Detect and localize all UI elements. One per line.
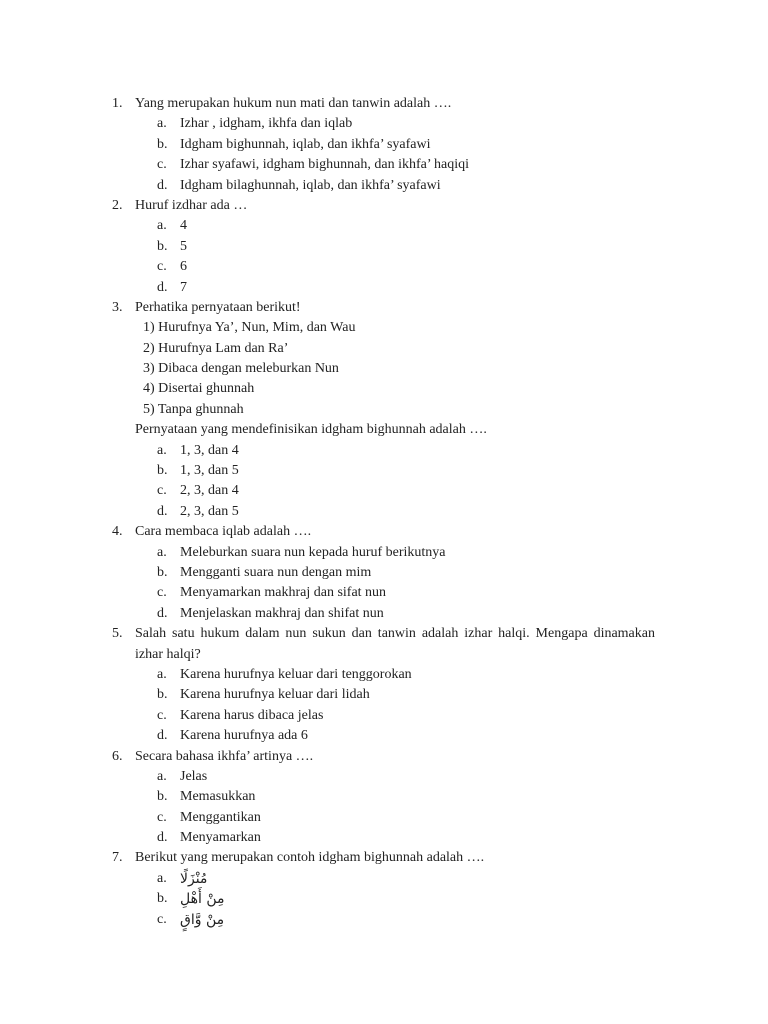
question-text: Huruf izdhar ada … (135, 197, 248, 213)
option-label: d. (157, 728, 168, 744)
option-text: Menyamarkan (180, 830, 261, 846)
option-label: c. (157, 157, 167, 173)
option-a (0, 665, 768, 685)
option-label: c. (157, 585, 167, 601)
option-label: b. (157, 891, 168, 907)
option-text: 7 (180, 279, 187, 295)
option-label: d. (157, 177, 168, 193)
option-label: c. (157, 911, 167, 927)
question-line (0, 747, 768, 767)
question-6 (0, 747, 768, 849)
option-label: a. (157, 442, 167, 458)
option-label: d. (157, 605, 168, 621)
question-text: Berikut yang merupakan contoh idgham bighunnah adalah …. (135, 850, 485, 866)
option-text: Izhar syafawi, idgham bighunnah, dan ikhfa’ haqiqi (180, 157, 469, 173)
option-label: a. (157, 544, 167, 560)
option-text: Karena hurufnya keluar dari lidah (180, 687, 370, 703)
option-a (0, 767, 768, 787)
option-a (0, 114, 768, 134)
option-text: 6 (180, 259, 187, 275)
question-text: Salah satu hukum dalam nun sukun dan tanwin adalah izhar halqi. Mengapa dinamakan izhar halqi? (135, 626, 655, 662)
option-label: d. (157, 503, 168, 519)
option-text: 2, 3, dan 4 (180, 483, 239, 499)
statement-3 (0, 359, 768, 379)
question-number: 1. (112, 96, 123, 111)
option-text: 1, 3, dan 5 (180, 463, 239, 479)
statement-1 (0, 318, 768, 338)
option-d (0, 604, 768, 624)
option-label: c. (157, 809, 167, 825)
question-number: 2. (112, 197, 123, 213)
question-line (0, 94, 768, 114)
question-2 (0, 196, 768, 298)
option-c (0, 583, 768, 603)
option-label: a. (157, 768, 167, 784)
question-number: 7. (112, 850, 123, 866)
option-label: c. (157, 483, 167, 499)
question-line (0, 522, 768, 542)
question-1 (0, 94, 768, 196)
option-label: c. (157, 259, 167, 275)
statement-text: 5) Tanpa ghunnah (143, 401, 244, 417)
statement-text: 4) Disertai ghunnah (143, 381, 255, 397)
statement-5 (0, 400, 768, 420)
option-b (0, 685, 768, 705)
statement-text: 1) Hurufnya Ya’, Nun, Mim, dan Wau (143, 320, 356, 336)
option-b (0, 563, 768, 583)
option-label: b. (157, 789, 168, 805)
question-line (112, 624, 655, 665)
option-text-arabic: مُنْزَلًا (180, 870, 208, 887)
option-text-arabic: مِنْ وَّاقٍ (180, 911, 225, 928)
option-label: b. (157, 463, 168, 479)
question-sheet (0, 94, 768, 930)
option-b (0, 787, 768, 807)
question-text: Yang merupakan hukum nun mati dan tanwin adalah …. (135, 96, 452, 111)
option-label: a. (157, 870, 167, 886)
option-text: Karena hurufnya ada 6 (180, 728, 308, 744)
option-d (0, 502, 768, 522)
option-text: Memasukkan (180, 789, 256, 805)
statement-2 (0, 339, 768, 359)
option-b (0, 889, 768, 909)
option-text: Idgham bilaghunnah, iqlab, dan ikhfa’ syafawi (180, 177, 441, 193)
option-a (0, 441, 768, 461)
question-number: 3. (112, 299, 123, 315)
option-label: b. (157, 564, 168, 580)
option-text: Meleburkan suara nun kepada huruf berikutnya (180, 544, 446, 560)
option-label: a. (157, 666, 167, 682)
option-c (0, 910, 768, 930)
prompt-text: Pernyataan yang mendefinisikan idgham bighunnah adalah …. (135, 422, 487, 438)
option-b (0, 461, 768, 481)
option-c (0, 808, 768, 828)
option-c (0, 155, 768, 175)
option-text: Menyamarkan makhraj dan sifat nun (180, 585, 387, 601)
option-text: 1, 3, dan 4 (180, 442, 239, 458)
option-label: c. (157, 707, 167, 723)
option-text: Mengganti suara nun dengan mim (180, 564, 372, 580)
question-text: Perhatika pernyataan berikut! (135, 299, 301, 315)
option-d (0, 726, 768, 746)
option-text: Menggantikan (180, 809, 261, 825)
option-text: Jelas (180, 768, 208, 784)
option-d (0, 176, 768, 196)
option-d (0, 828, 768, 848)
option-text: 4 (180, 218, 187, 234)
option-b (0, 237, 768, 257)
question-number: 4. (112, 524, 123, 540)
statement-4 (0, 379, 768, 399)
question-text: Secara bahasa ikhfa’ artinya …. (135, 748, 314, 764)
option-label: a. (157, 218, 167, 234)
option-text: 5 (180, 238, 187, 254)
question-7 (0, 848, 768, 930)
question-prompt (0, 420, 768, 440)
question-line (0, 196, 768, 216)
option-text: Karena hurufnya keluar dari tenggorokan (180, 666, 412, 682)
option-c (0, 481, 768, 501)
option-label: d. (157, 830, 168, 846)
option-a (0, 216, 768, 236)
option-text: Idgham bighunnah, iqlab, dan ikhfa’ syafawi (180, 136, 431, 152)
option-d (0, 278, 768, 298)
option-label: b. (157, 136, 168, 152)
option-a (0, 869, 768, 889)
option-b (0, 135, 768, 155)
question-number: 5. (112, 626, 123, 642)
option-label: b. (157, 238, 168, 254)
question-4 (0, 522, 768, 624)
question-line (0, 298, 768, 318)
option-c (0, 706, 768, 726)
option-label: d. (157, 279, 168, 295)
question-number: 6. (112, 748, 123, 764)
option-label: b. (157, 687, 168, 703)
option-text: Karena harus dibaca jelas (180, 707, 324, 723)
option-a (0, 543, 768, 563)
question-3 (0, 298, 768, 522)
question-text: Cara membaca iqlab adalah …. (135, 524, 312, 540)
option-text: Menjelaskan makhraj dan shifat nun (180, 605, 384, 621)
question-5 (0, 624, 768, 746)
option-c (0, 257, 768, 277)
option-text: Izhar , idgham, ikhfa dan iqlab (180, 116, 353, 132)
option-text-arabic: مِنْ أَهْلِ (180, 891, 225, 908)
statement-text: 3) Dibaca dengan meleburkan Nun (143, 361, 339, 377)
option-text: 2, 3, dan 5 (180, 503, 239, 519)
option-label: a. (157, 116, 167, 132)
question-line (0, 848, 768, 868)
statement-text: 2) Hurufnya Lam dan Ra’ (143, 340, 289, 356)
